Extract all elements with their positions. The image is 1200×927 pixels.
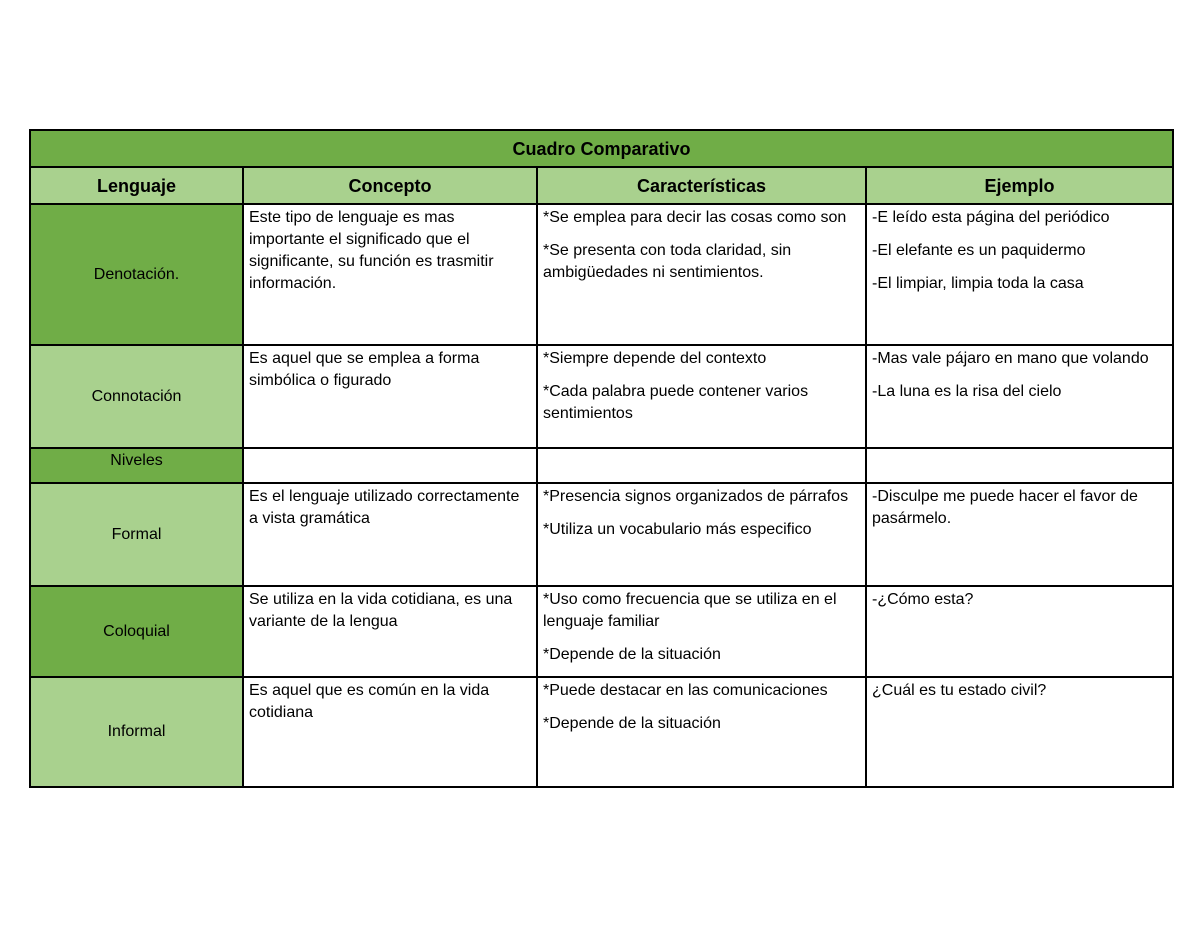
- ejemplo-cell: [866, 204, 1173, 345]
- row-label: Denotación.: [30, 204, 243, 345]
- cell-text: -El limpiar, limpia toda la casa: [872, 275, 1084, 292]
- cell-text: Este tipo de lenguaje es mas importante el significado que el significante, su función es trasmitir información.: [249, 209, 494, 292]
- table-row: [30, 204, 1173, 345]
- concepto-cell: [243, 586, 537, 677]
- header-caracteristicas: Características: [537, 167, 866, 204]
- cell-text: *Uso como frecuencia que se utiliza en el lenguaje familiar: [543, 591, 837, 630]
- caracteristicas-cell: [537, 586, 866, 677]
- cell-text: Es aquel que se emplea a forma simbólica o figurado: [249, 350, 480, 389]
- concepto-cell: [243, 345, 537, 448]
- cell-text: -La luna es la risa del cielo: [872, 383, 1062, 400]
- ejemplo-cell: [866, 483, 1173, 586]
- cell-text: *Depende de la situación: [543, 646, 721, 663]
- cell-text: *Se emplea para decir las cosas como son: [543, 209, 847, 226]
- comparative-table: [29, 129, 1174, 788]
- row-label: Niveles: [30, 448, 243, 483]
- title-row: [30, 130, 1173, 167]
- ejemplo-cell: [866, 677, 1173, 787]
- cell-text: *Presencia signos organizados de párrafos: [543, 488, 849, 505]
- row-label: Coloquial: [30, 586, 243, 677]
- concepto-cell: [243, 448, 537, 483]
- cell-text: *Siempre depende del contexto: [543, 350, 767, 367]
- caracteristicas-cell: [537, 345, 866, 448]
- header-row: [30, 167, 1173, 204]
- cell-text: Es aquel que es común en la vida cotidiana: [249, 682, 490, 721]
- cell-text: *Depende de la situación: [543, 715, 721, 732]
- cell-text: -E leído esta página del periódico: [872, 209, 1110, 226]
- cell-text: ¿Cuál es tu estado civil?: [872, 682, 1047, 699]
- concepto-cell: [243, 677, 537, 787]
- header-lenguaje: Lenguaje: [30, 167, 243, 204]
- caracteristicas-cell: [537, 483, 866, 586]
- caracteristicas-cell: [537, 448, 866, 483]
- cell-text: -¿Cómo esta?: [872, 591, 974, 608]
- row-label: Informal: [30, 677, 243, 787]
- header-ejemplo: Ejemplo: [866, 167, 1173, 204]
- table-row: [30, 345, 1173, 448]
- row-label: Connotación: [30, 345, 243, 448]
- table-row: [30, 586, 1173, 677]
- table-row: [30, 677, 1173, 787]
- cell-text: *Utiliza un vocabulario más especifico: [543, 521, 812, 538]
- caracteristicas-cell: [537, 204, 866, 345]
- table-row: [30, 448, 1173, 483]
- header-concepto: Concepto: [243, 167, 537, 204]
- comparative-table-container: [29, 129, 1172, 788]
- table-title: Cuadro Comparativo: [30, 130, 1173, 167]
- ejemplo-cell: [866, 345, 1173, 448]
- table-row: [30, 483, 1173, 586]
- cell-text: -Mas vale pájaro en mano que volando: [872, 350, 1149, 367]
- cell-text: -Disculpe me puede hacer el favor de pasármelo.: [872, 488, 1138, 527]
- concepto-cell: [243, 204, 537, 345]
- row-label: Formal: [30, 483, 243, 586]
- cell-text: *Cada palabra puede contener varios sentimientos: [543, 383, 809, 422]
- ejemplo-cell: [866, 448, 1173, 483]
- cell-text: *Puede destacar en las comunicaciones: [543, 682, 828, 699]
- cell-text: Es el lenguaje utilizado correctamente a vista gramática: [249, 488, 520, 527]
- cell-text: -El elefante es un paquidermo: [872, 242, 1086, 259]
- concepto-cell: [243, 483, 537, 586]
- caracteristicas-cell: [537, 677, 866, 787]
- cell-text: Se utiliza en la vida cotidiana, es una variante de la lengua: [249, 591, 513, 630]
- cell-text: *Se presenta con toda claridad, sin ambigüedades ni sentimientos.: [543, 242, 792, 281]
- ejemplo-cell: [866, 586, 1173, 677]
